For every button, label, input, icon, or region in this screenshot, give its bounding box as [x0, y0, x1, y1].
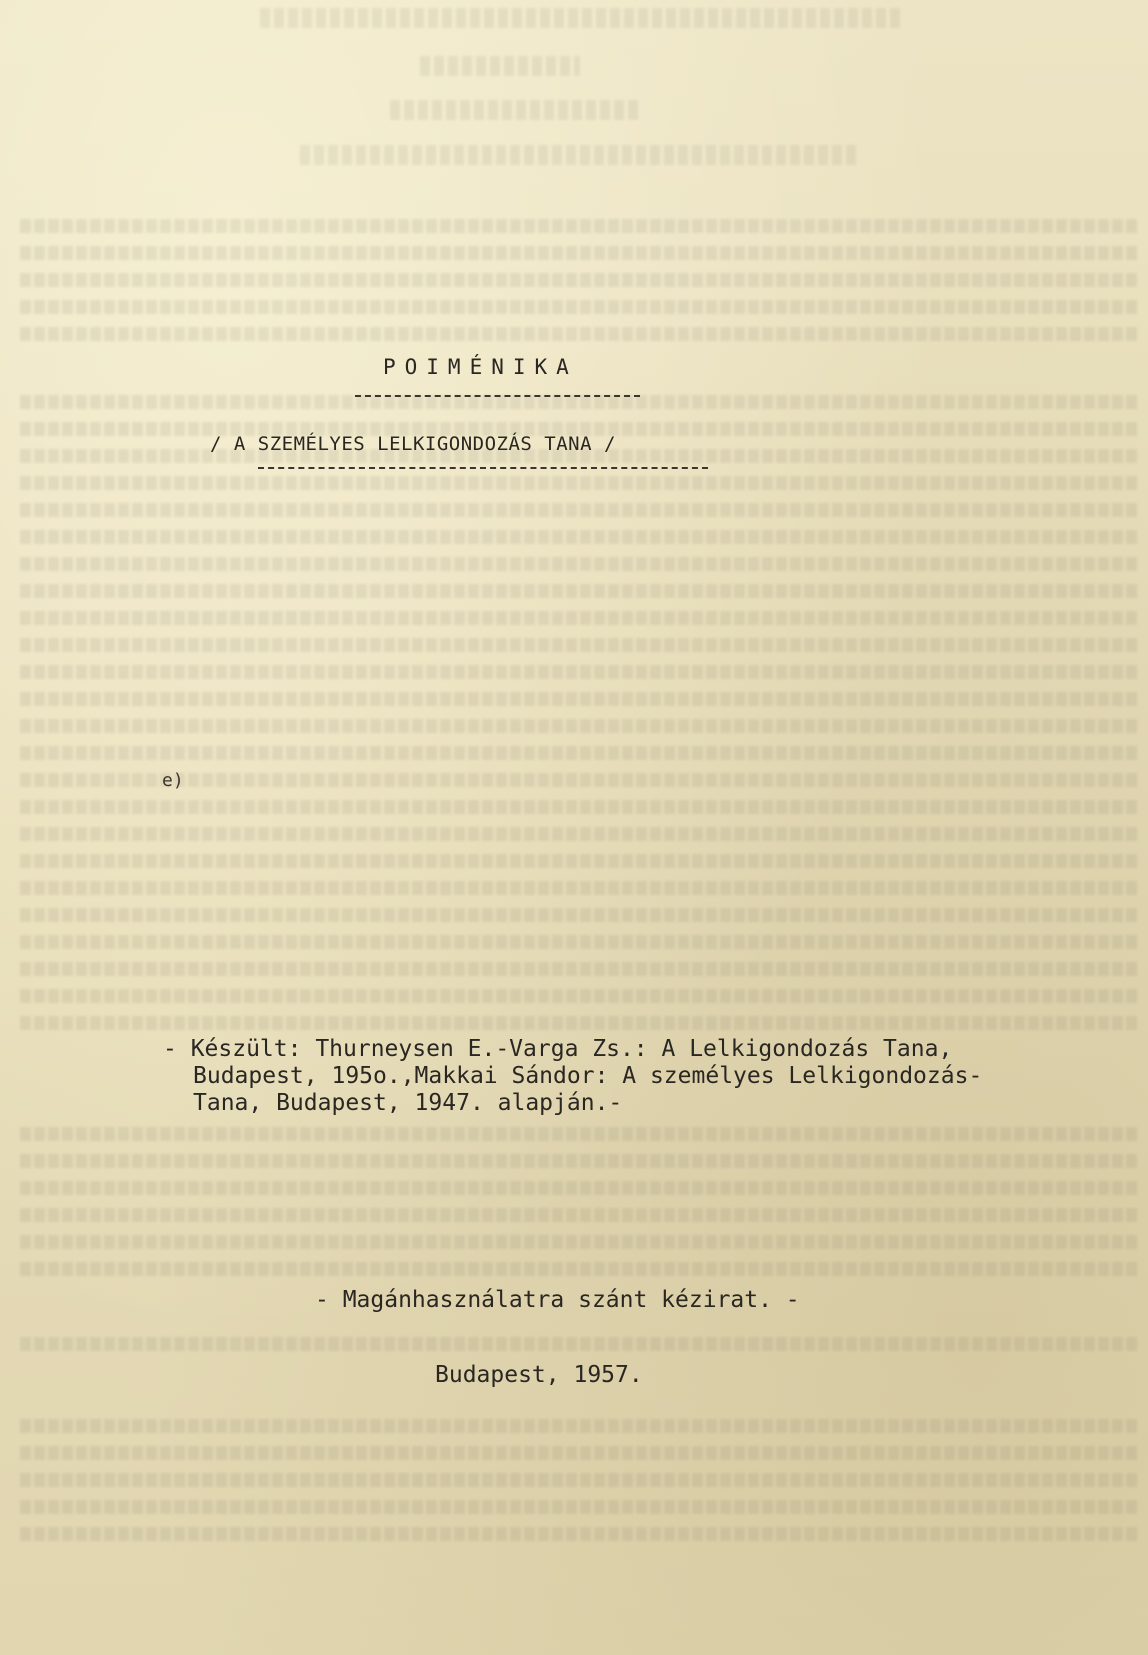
bleed-line	[20, 1201, 1140, 1228]
bleed-line	[20, 1493, 1140, 1520]
bleed-line	[20, 1228, 1140, 1255]
bleed-line	[20, 685, 1140, 712]
bleed-line	[20, 320, 1140, 347]
bleed-line	[20, 1466, 1140, 1493]
document-title: POIMÉNIKA	[383, 355, 578, 379]
bleed-line	[20, 1174, 1140, 1201]
bleed-line	[20, 1439, 1140, 1466]
bleed-line	[20, 982, 1140, 1009]
bleed-line	[20, 1520, 1140, 1547]
bleed-line	[20, 239, 1140, 266]
bleed-line	[20, 469, 1140, 496]
bleed-line	[20, 658, 1140, 685]
bleed-line	[20, 604, 1140, 631]
bleed-line	[20, 793, 1140, 820]
place-and-date: Budapest, 1957.	[435, 1362, 643, 1388]
bleed-line	[20, 1147, 1140, 1174]
source-note-line: Tana, Budapest, 1947. alapján.-	[193, 1090, 623, 1116]
bleed-line	[20, 577, 1140, 604]
source-note	[163, 1036, 982, 1117]
source-note-line: - Készült: Thurneysen E.-Varga Zs.: A Lelkigondozás Tana,	[163, 1036, 953, 1062]
private-use-note: - Magánhasználatra szánt kézirat. -	[315, 1287, 800, 1313]
bleed-line	[20, 496, 1140, 523]
bleed-line	[20, 847, 1140, 874]
bleed-line	[20, 293, 1140, 320]
bleed-line	[20, 266, 1140, 293]
bleed-heading	[300, 145, 860, 165]
bleed-line	[20, 874, 1140, 901]
margin-mark: e)	[162, 770, 184, 791]
source-note-line: Budapest, 195o.,Makkai Sándor: A személyes Lelkigondozás-	[193, 1063, 983, 1089]
bleed-line	[20, 1009, 1140, 1036]
bleed-line	[20, 523, 1140, 550]
bleed-line	[20, 388, 1140, 415]
bleed-line	[20, 1255, 1140, 1282]
subtitle-underline	[258, 467, 708, 469]
bleed-line	[20, 901, 1140, 928]
bleed-line	[20, 1412, 1140, 1439]
bleed-line	[20, 739, 1140, 766]
bleed-line	[20, 631, 1140, 658]
bleed-line	[20, 766, 1140, 793]
title-underline	[355, 395, 640, 397]
bleed-line	[20, 212, 1140, 239]
bleed-line	[20, 712, 1140, 739]
document-subtitle: / A SZEMÉLYES LELKIGONDOZÁS TANA /	[210, 433, 616, 455]
bleed-line	[20, 928, 1140, 955]
bleed-heading	[260, 8, 900, 28]
bleed-line	[20, 1120, 1140, 1147]
bleed-heading	[390, 100, 640, 120]
bleed-line	[20, 1330, 1140, 1357]
bleed-line	[20, 550, 1140, 577]
bleed-line	[20, 955, 1140, 982]
bleed-line	[20, 820, 1140, 847]
bleed-heading	[420, 56, 580, 76]
